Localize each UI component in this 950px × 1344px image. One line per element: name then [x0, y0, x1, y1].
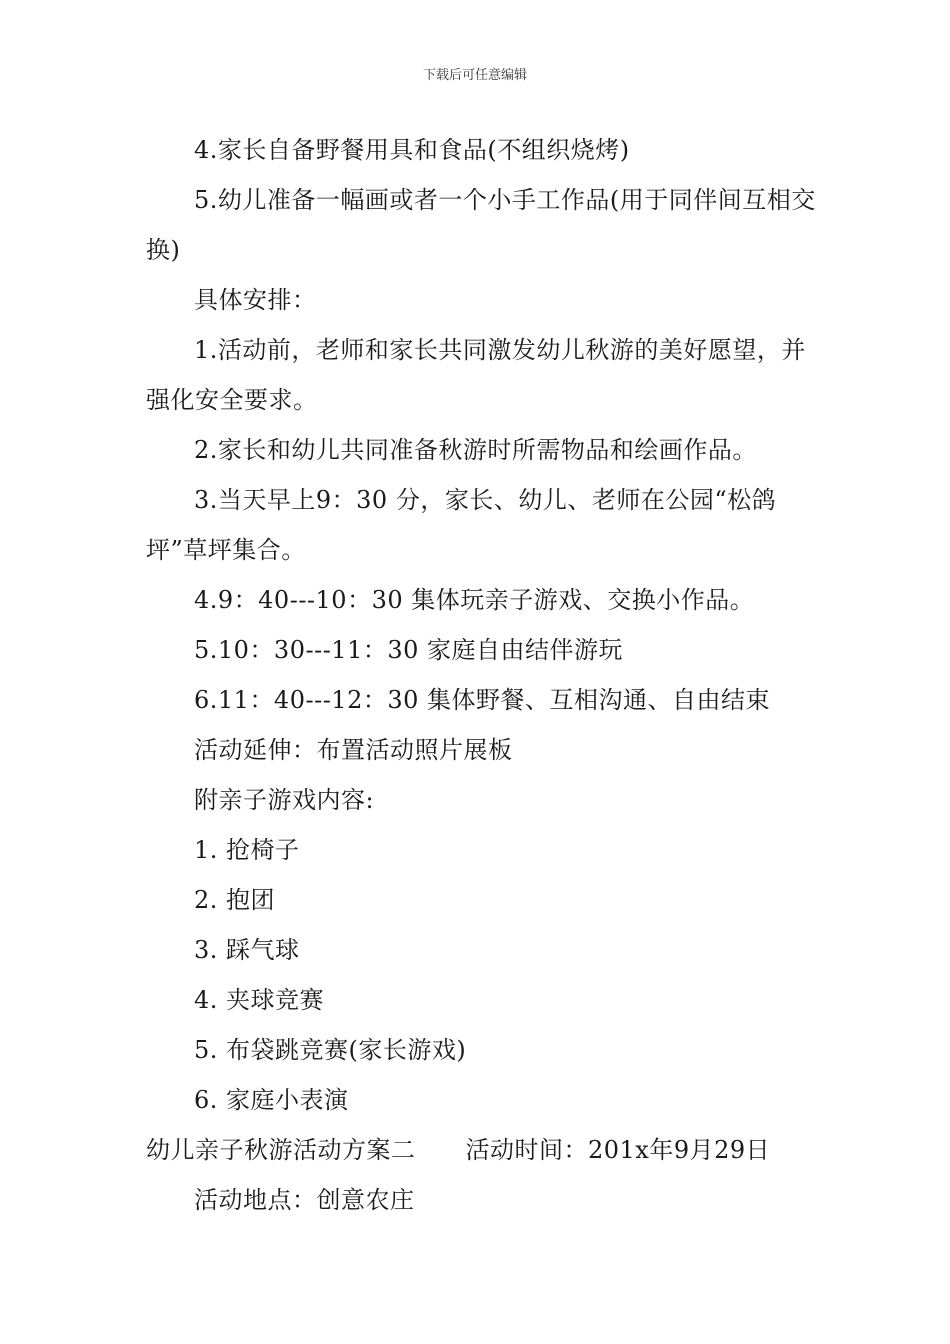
activity-time: 活动时间：201x年9月29日	[465, 1136, 771, 1164]
schedule-item: 5.10：30---11：30 家庭自由结伴游玩	[194, 636, 624, 664]
list-item: 1. 抢椅子	[194, 836, 300, 864]
paragraph: 2.家长和幼儿共同准备秋游时所需物品和绘画作品。	[194, 436, 757, 464]
paragraph: 4.家长自备野餐用具和食品(不组织烧烤)	[194, 136, 630, 164]
list-item: 5. 布袋跳竞赛(家长游戏)	[194, 1036, 467, 1064]
header-note: 下载后可任意编辑	[422, 68, 527, 83]
schedule-item: 4.9：40---10：30 集体玩亲子游戏、交换小作品。	[194, 586, 755, 614]
paragraph: 活动延伸：布置活动照片展板	[194, 736, 513, 764]
schedule-item: 6.11：40---12：30 集体野餐、互相沟通、自由结束	[194, 686, 771, 714]
paragraph: 5.幼儿准备一幅画或者一个小手工作品(用于同伴间互相交换)	[146, 186, 816, 264]
document-body	[146, 125, 826, 1225]
paragraph: 3.当天早上9：30 分，家长、幼儿、老师在公园“松鸽坪”草坪集合。	[146, 486, 777, 564]
activity-place: 活动地点：创意农庄	[194, 1186, 415, 1214]
paragraph: 1.活动前，老师和家长共同激发幼儿秋游的美好愿望，并强化安全要求。	[146, 336, 806, 414]
section-heading: 附亲子游戏内容:	[194, 786, 375, 814]
section-heading: 具体安排：	[194, 286, 317, 314]
list-item: 4. 夹球竞赛	[194, 986, 325, 1014]
list-item: 6. 家庭小表演	[194, 1086, 349, 1114]
section-title: 幼儿亲子秋游活动方案二	[146, 1136, 416, 1164]
list-item: 2. 抱团	[194, 886, 276, 914]
section-title-line	[146, 1125, 826, 1175]
list-item: 3. 踩气球	[194, 936, 300, 964]
